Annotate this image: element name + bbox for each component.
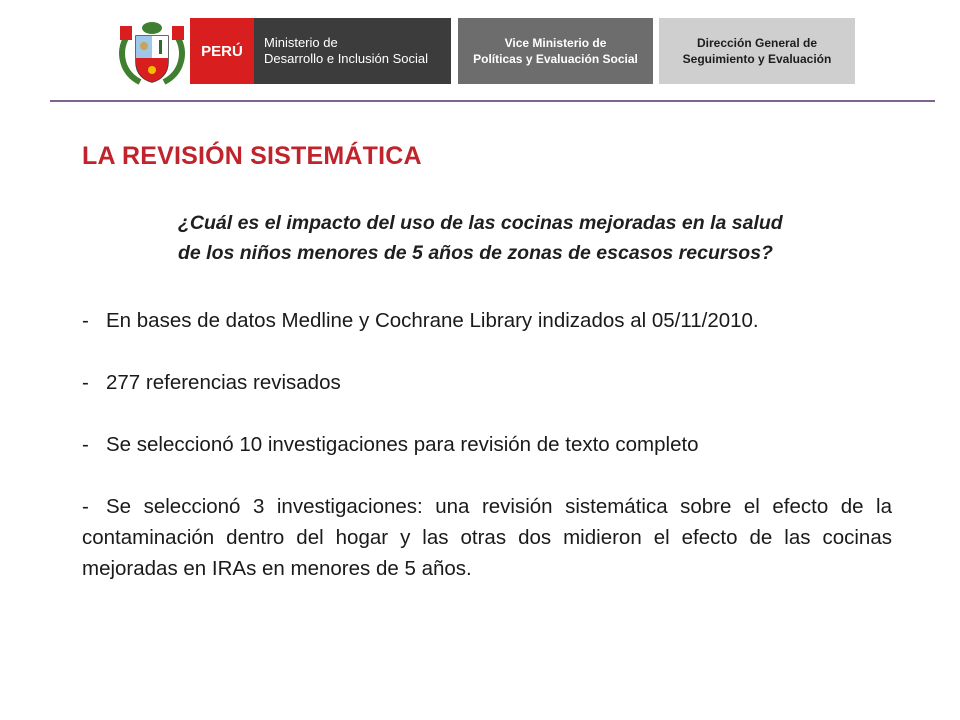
bullet-marker: - (82, 495, 89, 518)
vice-line-2: Políticas y Evaluación Social (473, 52, 638, 66)
slide-title: LA REVISIÓN SISTEMÁTICA (82, 142, 422, 170)
question-line-1: ¿Cuál es el impacto del uso de las cocinas mejoradas en la salud (178, 212, 783, 234)
bullet-text: Se seleccionó 10 investigaciones para revisión de texto completo (106, 433, 699, 456)
vice-line-1: Vice Ministerio de (504, 36, 607, 50)
list-item (82, 305, 892, 336)
list-item (82, 429, 892, 460)
bullet-text: Se seleccionó 3 investigaciones: una revisión sistemática sobre el efecto de la contaminación dentro del hogar y las otras dos midieron el efecto de las cocinas mejoradas en IRAs en menores de 5 años. (82, 495, 892, 580)
list-item (82, 367, 892, 398)
bullet-marker: - (82, 309, 89, 332)
ministry-label (254, 18, 451, 84)
header-divider (50, 100, 935, 102)
research-question (178, 208, 898, 268)
ministry-line-2: Desarrollo e Inclusión Social (264, 51, 429, 66)
bullet-text: 277 referencias revisados (106, 371, 341, 394)
direction-label (659, 18, 855, 84)
question-line-2: de los niños menores de 5 años de zonas de escasos recursos? (178, 242, 773, 264)
list-item (82, 491, 892, 584)
ministry-line-1: Ministerio de (264, 35, 338, 50)
vice-ministry-label (458, 18, 653, 84)
direction-line-1: Dirección General de (696, 36, 818, 50)
bullet-marker: - (82, 371, 89, 394)
bullet-marker: - (82, 433, 89, 456)
header-banner (0, 0, 960, 100)
direction-line-2: Seguimiento y Evaluación (682, 52, 832, 66)
bullet-text: En bases de datos Medline y Cochrane Library indizados al 05/11/2010. (106, 309, 759, 332)
bullet-list (82, 305, 892, 615)
peru-coat-of-arms-icon (116, 18, 188, 88)
country-label: PERÚ (190, 18, 254, 84)
